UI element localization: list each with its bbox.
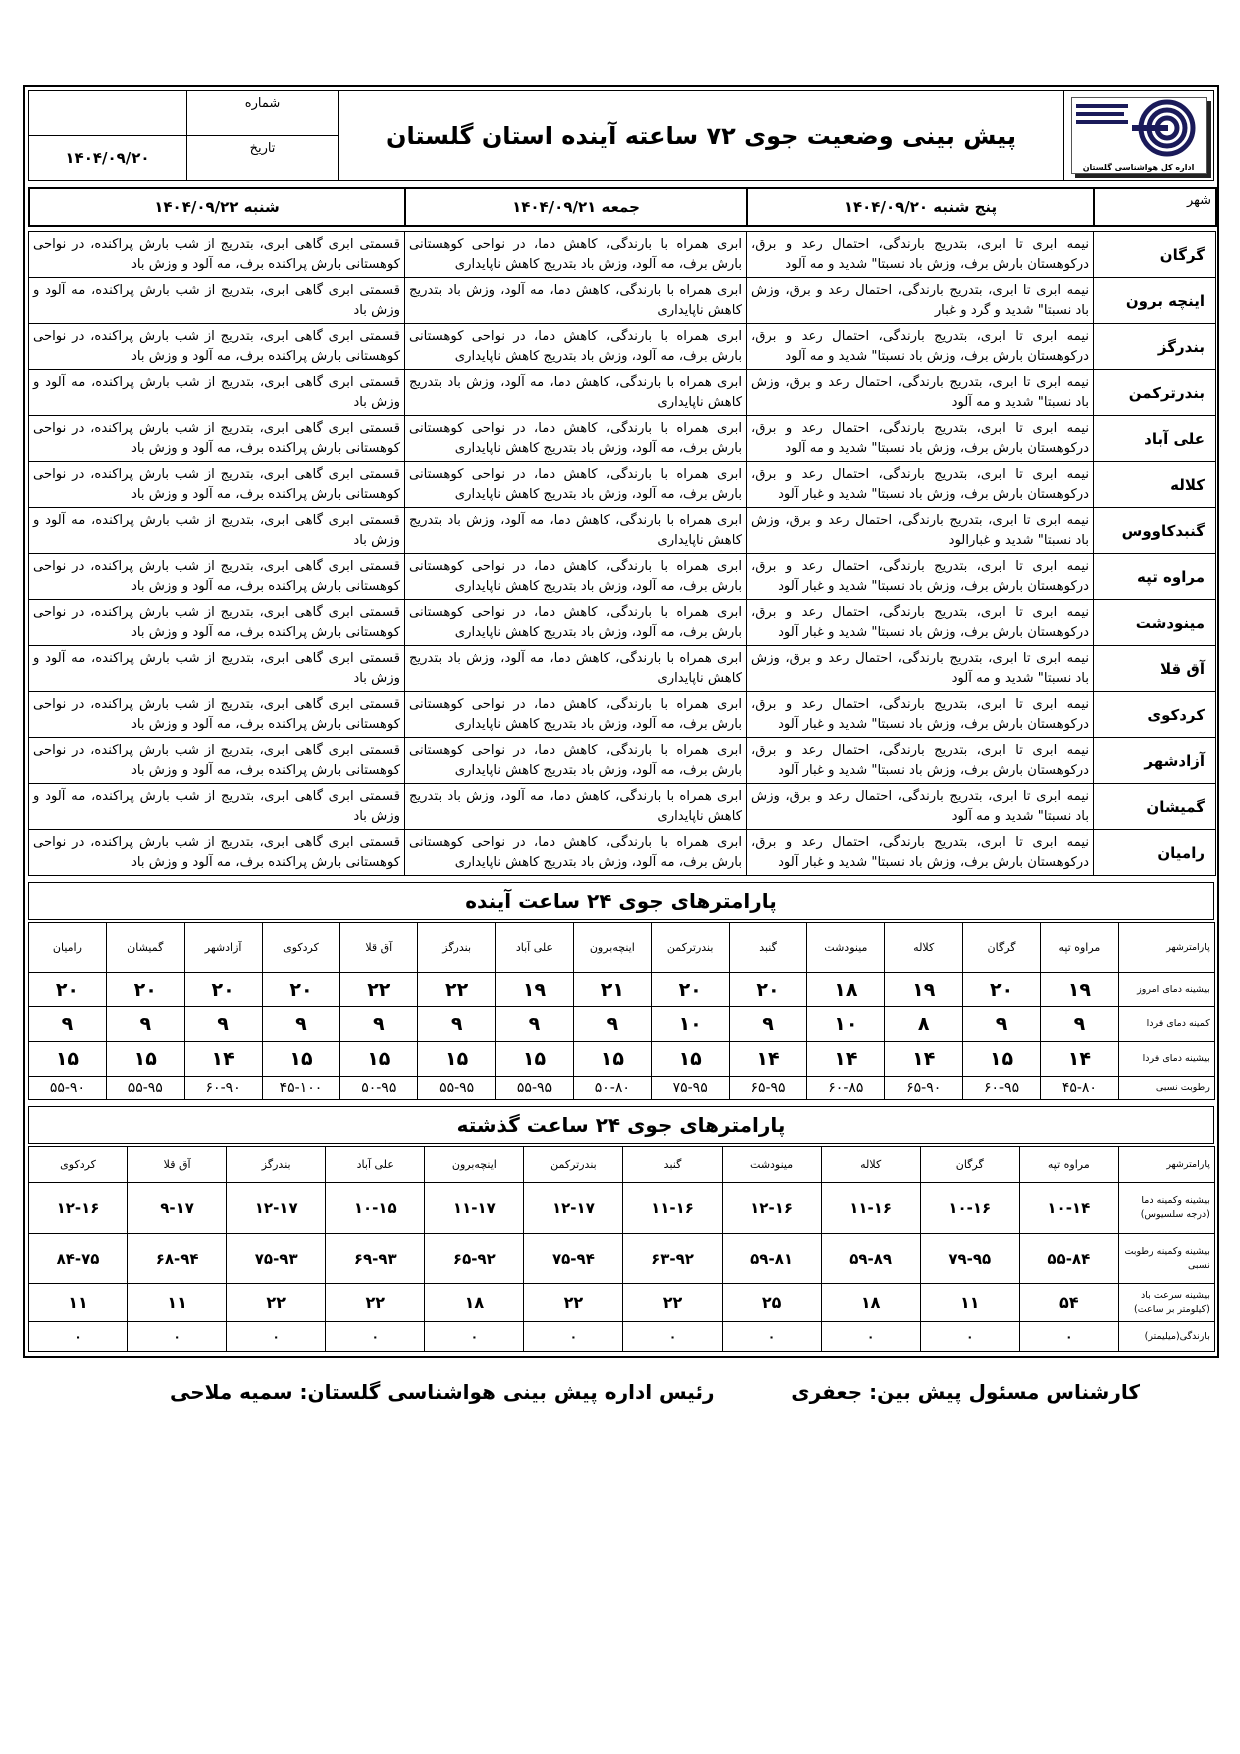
city-name: اینچه برون xyxy=(1094,278,1216,324)
next24-table xyxy=(28,922,1215,1100)
forecast-text-d3: قسمتی ابری گاهی ابری، بتدریج از شب بارش پراکنده، در نواحی کوهستانی بارش پراکنده برف، مه آلود و وزش باد xyxy=(29,554,405,600)
city-name: رامیان xyxy=(1094,830,1216,876)
forecast-text-d3: قسمتی ابری گاهی ابری، بتدریج از شب بارش پراکنده، در نواحی کوهستانی بارش پراکنده برف، مه آلود و وزش باد xyxy=(29,324,405,370)
city-name: گنبدکاووس xyxy=(1094,508,1216,554)
param-value: ۴۵-۱۰۰ xyxy=(262,1077,340,1100)
param-value: ۵۵-۸۴ xyxy=(1019,1234,1118,1284)
param-label: بیشینه دمای امروز xyxy=(1118,973,1214,1007)
param-value: ۷۹-۹۵ xyxy=(920,1234,1019,1284)
param-city-header: اینچه‌برون xyxy=(573,923,651,973)
param-value: ۱۹ xyxy=(1040,973,1118,1007)
param-label-header: پارامترشهر xyxy=(1118,1147,1214,1183)
param-value: ۱۲-۱۷ xyxy=(524,1183,623,1234)
forecast-text-d1: نیمه ابری تا ابری، بتدریج بارندگی، احتمال رعد و برق، درکوهستان بارش برف، وزش باد نسبتا" شدید و مه آلود xyxy=(747,324,1094,370)
forecast-text-d1: نیمه ابری تا ابری، بتدریج بارندگی، احتمال رعد و برق، درکوهستان بارش برف، وزش باد نسبتا" شدید و غبار آلود xyxy=(747,554,1094,600)
param-value: ۶۵-۹۲ xyxy=(425,1234,524,1284)
param-city-header: بندرگز xyxy=(227,1147,326,1183)
param-value: ۵۹-۸۹ xyxy=(821,1234,920,1284)
param-value: ۵۰-۹۵ xyxy=(340,1077,418,1100)
forecast-text-d2: ابری همراه با بارندگی، کاهش دما، مه آلود، وزش باد بتدریج کاهش ناپایداری xyxy=(405,646,747,692)
param-label: بارندگی(میلیمتر) xyxy=(1118,1322,1214,1352)
forecast-row xyxy=(29,278,1216,324)
param-label: کمینه دمای فردا xyxy=(1118,1007,1214,1042)
forecast-row xyxy=(29,600,1216,646)
forecast-text-d2: ابری همراه با بارندگی، کاهش دما، مه آلود، وزش باد بتدریج کاهش ناپایداری xyxy=(405,370,747,416)
forecast-text-d3: قسمتی ابری گاهی ابری، بتدریج از شب بارش پراکنده، در نواحی کوهستانی بارش پراکنده برف، مه آلود و وزش باد xyxy=(29,692,405,738)
param-row xyxy=(29,973,1215,1007)
param-value: ۰ xyxy=(425,1322,524,1352)
param-value: ۲۰ xyxy=(184,973,262,1007)
param-value: ۰ xyxy=(326,1322,425,1352)
param-value: ۲۰ xyxy=(651,973,729,1007)
logo xyxy=(1071,97,1207,174)
param-header-row xyxy=(29,1147,1215,1183)
param-value: ۱۱-۱۶ xyxy=(821,1183,920,1234)
param-value: ۱۱ xyxy=(920,1284,1019,1322)
forecast-text-d2: ابری همراه با بارندگی، کاهش دما، در نواحی کوهستانی بارش برف، مه آلود، وزش باد بتدریج کاهش ناپایداری xyxy=(405,462,747,508)
forecast-text-d3: قسمتی ابری گاهی ابری، بتدریج از شب بارش پراکنده، در نواحی کوهستانی بارش پراکنده برف، مه آلود و وزش باد xyxy=(29,830,405,876)
param-value: ۵۵-۹۰ xyxy=(29,1077,107,1100)
param-value: ۲۰ xyxy=(963,973,1041,1007)
param-row xyxy=(29,1284,1215,1322)
city-name: مراوه تپه xyxy=(1094,554,1216,600)
param-city-header: اینچه‌برون xyxy=(425,1147,524,1183)
forecast-text-d2: ابری همراه با بارندگی، کاهش دما، در نواحی کوهستانی بارش برف، مه آلود، وزش باد بتدریج کاهش ناپایداری xyxy=(405,600,747,646)
param-city-header: گنبد xyxy=(729,923,807,973)
city-name: کلاله xyxy=(1094,462,1216,508)
param-value: ۰ xyxy=(623,1322,722,1352)
param-label: بیشینه وکمینه رطوبت نسبی xyxy=(1118,1234,1214,1284)
param-value: ۲۲ xyxy=(418,973,496,1007)
forecast-text-d2: ابری همراه با بارندگی، کاهش دما، در نواحی کوهستانی بارش برف، مه آلود، وزش باد بتدریج کاهش ناپایداری xyxy=(405,830,747,876)
param-value: ۹ xyxy=(729,1007,807,1042)
forecast-row xyxy=(29,692,1216,738)
param-value: ۲۵ xyxy=(722,1284,821,1322)
day-header-2 xyxy=(405,188,747,226)
param-city-header: آق قلا xyxy=(340,923,418,973)
param-value: ۹ xyxy=(262,1007,340,1042)
forecast-text-d3: قسمتی ابری گاهی ابری، بتدریج از شب بارش پراکنده، مه آلود و وزش باد xyxy=(29,370,405,416)
forecast-text-d2: ابری همراه با بارندگی، کاهش دما، در نواحی کوهستانی بارش برف، مه آلود، وزش باد بتدریج کاهش ناپایداری xyxy=(405,232,747,278)
param-value: ۱۵ xyxy=(262,1042,340,1077)
param-value: ۱۵ xyxy=(29,1042,107,1077)
forecast-text-d3: قسمتی ابری گاهی ابری، بتدریج از شب بارش پراکنده، در نواحی کوهستانی بارش پراکنده برف، مه آلود و وزش باد xyxy=(29,416,405,462)
day-header-3 xyxy=(29,188,405,226)
param-city-header: مراوه تپه xyxy=(1040,923,1118,973)
forecast-text-d3: قسمتی ابری گاهی ابری، بتدریج از شب بارش پراکنده، مه آلود و وزش باد xyxy=(29,646,405,692)
param-city-header: گنبد xyxy=(623,1147,722,1183)
day-header-1 xyxy=(747,188,1094,226)
forecast-text-d3: قسمتی ابری گاهی ابری، بتدریج از شب بارش پراکنده، در نواحی کوهستانی بارش پراکنده برف، مه آلود و وزش باد xyxy=(29,232,405,278)
param-value: ۲۲ xyxy=(326,1284,425,1322)
param-city-header: آزادشهر xyxy=(184,923,262,973)
header-table xyxy=(28,90,1214,181)
forecast-text-d3: قسمتی ابری گاهی ابری، بتدریج از شب بارش پراکنده، مه آلود و وزش باد xyxy=(29,784,405,830)
param-value: ۰ xyxy=(227,1322,326,1352)
param-value: ۵۹-۸۱ xyxy=(722,1234,821,1284)
param-value: ۶۰-۸۵ xyxy=(807,1077,885,1100)
forecast-row xyxy=(29,370,1216,416)
param-city-header: بندرترکمن xyxy=(651,923,729,973)
param-value: ۸۴-۷۵ xyxy=(29,1234,128,1284)
city-name: مینودشت xyxy=(1094,600,1216,646)
param-value: ۱۹ xyxy=(885,973,963,1007)
param-value: ۱۴ xyxy=(885,1042,963,1077)
city-header-label: شهر xyxy=(1186,193,1211,208)
param-value: ۹ xyxy=(963,1007,1041,1042)
document-frame xyxy=(23,85,1219,1358)
param-city-header: کردکوی xyxy=(29,1147,128,1183)
param-value: ۱۵ xyxy=(106,1042,184,1077)
forecast-text-d2: ابری همراه با بارندگی، کاهش دما، در نواحی کوهستانی بارش برف، مه آلود، وزش باد بتدریج کاهش ناپایداری xyxy=(405,692,747,738)
param-value: ۱۵ xyxy=(573,1042,651,1077)
param-value: ۶۳-۹۲ xyxy=(623,1234,722,1284)
past24-title xyxy=(28,1106,1214,1144)
param-value: ۶۵-۹۰ xyxy=(885,1077,963,1100)
param-value: ۹ xyxy=(29,1007,107,1042)
param-value: ۲۲ xyxy=(227,1284,326,1322)
param-value: ۱۰ xyxy=(651,1007,729,1042)
param-row xyxy=(29,1077,1215,1100)
param-value: ۱۴ xyxy=(184,1042,262,1077)
param-value: ۱۱ xyxy=(29,1284,128,1322)
param-value: ۵۵-۹۵ xyxy=(496,1077,574,1100)
param-row xyxy=(29,1322,1215,1352)
page-title-cell xyxy=(339,91,1064,181)
param-value: ۱۵ xyxy=(340,1042,418,1077)
param-value: ۰ xyxy=(29,1322,128,1352)
param-value: ۱۴ xyxy=(729,1042,807,1077)
city-header xyxy=(1094,188,1216,226)
forecast-row xyxy=(29,830,1216,876)
param-value: ۰ xyxy=(1019,1322,1118,1352)
param-header-row xyxy=(29,923,1215,973)
param-value: ۵۵-۹۵ xyxy=(106,1077,184,1100)
next24-title-text: پارامترهای جوی ۲۴ ساعت آینده xyxy=(465,889,777,913)
param-value: ۱۰ xyxy=(807,1007,885,1042)
city-name: علی آباد xyxy=(1094,416,1216,462)
param-city-header: مینودشت xyxy=(807,923,885,973)
forecast-text-d1: نیمه ابری تا ابری، بتدریج بارندگی، احتمال رعد و برق، درکوهستان بارش برف، وزش باد نسبتا" شدید و غبار آلود xyxy=(747,462,1094,508)
param-value: ۱۲-۱۷ xyxy=(227,1183,326,1234)
param-value: ۰ xyxy=(524,1322,623,1352)
city-name: آق قلا xyxy=(1094,646,1216,692)
param-value: ۱۵ xyxy=(418,1042,496,1077)
forecast-table xyxy=(28,231,1216,876)
param-value: ۰ xyxy=(722,1322,821,1352)
param-value: ۱۵ xyxy=(963,1042,1041,1077)
forecast-row xyxy=(29,508,1216,554)
forecast-text-d3: قسمتی ابری گاهی ابری، بتدریج از شب بارش پراکنده، در نواحی کوهستانی بارش پراکنده برف، مه آلود و وزش باد xyxy=(29,600,405,646)
param-value: ۹ xyxy=(418,1007,496,1042)
number-label: شماره xyxy=(244,96,281,111)
param-city-header: گرگان xyxy=(920,1147,1019,1183)
meteorological-organization-logo-icon xyxy=(1072,98,1206,158)
param-value: ۵۴ xyxy=(1019,1284,1118,1322)
param-value: ۶۰-۹۰ xyxy=(184,1077,262,1100)
param-value: ۱۸ xyxy=(425,1284,524,1322)
head-signature: رئیس اداره پیش بینی هواشناسی گلستان: سمیه ملاحی xyxy=(170,1380,715,1404)
forecast-text-d2: ابری همراه با بارندگی، کاهش دما، مه آلود، وزش باد بتدریج کاهش ناپایداری xyxy=(405,784,747,830)
param-value: ۰ xyxy=(821,1322,920,1352)
forecaster-signature: کارشناس مسئول پیش بین: جعفری xyxy=(791,1380,1140,1404)
forecast-text-d3: قسمتی ابری گاهی ابری، بتدریج از شب بارش پراکنده، در نواحی کوهستانی بارش پراکنده برف، مه آلود و وزش باد xyxy=(29,738,405,784)
footer xyxy=(0,1362,1240,1404)
param-label-header: پارامترشهر xyxy=(1118,923,1214,973)
logo-cell xyxy=(1064,91,1214,181)
param-value: ۸ xyxy=(885,1007,963,1042)
date-value-cell xyxy=(29,136,187,181)
param-value: ۵۵-۹۵ xyxy=(418,1077,496,1100)
past24-table xyxy=(28,1146,1215,1352)
param-city-header: گرگان xyxy=(963,923,1041,973)
param-city-header: کلاله xyxy=(821,1147,920,1183)
param-city-header: بندرگز xyxy=(418,923,496,973)
forecast-text-d2: ابری همراه با بارندگی، کاهش دما، در نواحی کوهستانی بارش برف، مه آلود، وزش باد بتدریج کاهش ناپایداری xyxy=(405,324,747,370)
param-city-header: کردکوی xyxy=(262,923,340,973)
city-name: بندرترکمن xyxy=(1094,370,1216,416)
forecast-row xyxy=(29,554,1216,600)
forecast-text-d3: قسمتی ابری گاهی ابری، بتدریج از شب بارش پراکنده، مه آلود و وزش باد xyxy=(29,508,405,554)
forecast-text-d2: ابری همراه با بارندگی، کاهش دما، مه آلود، وزش باد بتدریج کاهش ناپایداری xyxy=(405,508,747,554)
forecast-row xyxy=(29,646,1216,692)
param-value: ۲۲ xyxy=(524,1284,623,1322)
param-value: ۵۰-۸۰ xyxy=(573,1077,651,1100)
param-value: ۱۱-۱۷ xyxy=(425,1183,524,1234)
forecast-text-d1: نیمه ابری تا ابری، بتدریج بارندگی، احتمال رعد و برق، درکوهستان بارش برف، وزش باد نسبتا" شدید و مه آلود xyxy=(747,232,1094,278)
param-label: بیشینه وکمینه دما (درجه سلسیوس) xyxy=(1118,1183,1214,1234)
next24-title xyxy=(28,882,1214,920)
param-label: رطوبت نسبی xyxy=(1118,1077,1214,1100)
param-value: ۲۰ xyxy=(29,973,107,1007)
param-value: ۱۰-۱۴ xyxy=(1019,1183,1118,1234)
forecast-row xyxy=(29,462,1216,508)
date-value: ۱۴۰۴/۰۹/۲۰ xyxy=(65,149,150,167)
param-value: ۱۴ xyxy=(807,1042,885,1077)
date-label-cell xyxy=(187,136,339,181)
logo-caption: اداره کل هواشناسی گلستان xyxy=(1082,163,1195,172)
forecast-text-d1: نیمه ابری تا ابری، بتدریج بارندگی، احتمال رعد و برق، درکوهستان بارش برف، وزش باد نسبتا" شدید و غبار آلود xyxy=(747,738,1094,784)
param-value: ۷۵-۹۵ xyxy=(651,1077,729,1100)
param-value: ۹ xyxy=(106,1007,184,1042)
forecast-text-d3: قسمتی ابری گاهی ابری، بتدریج از شب بارش پراکنده، مه آلود و وزش باد xyxy=(29,278,405,324)
forecast-text-d1: نیمه ابری تا ابری، بتدریج بارندگی، احتمال رعد و برق، وزش باد نسبتا" شدید و گرد و غبار xyxy=(747,278,1094,324)
forecast-text-d1: نیمه ابری تا ابری، بتدریج بارندگی، احتمال رعد و برق، وزش باد نسبتا" شدید و مه آلود xyxy=(747,370,1094,416)
forecast-row xyxy=(29,324,1216,370)
param-value: ۹-۱۷ xyxy=(128,1183,227,1234)
forecast-text-d1: نیمه ابری تا ابری، بتدریج بارندگی، احتمال رعد و برق، درکوهستان بارش برف، وزش باد نسبتا" شدید و غبار آلود xyxy=(747,830,1094,876)
forecast-text-d1: نیمه ابری تا ابری، بتدریج بارندگی، احتمال رعد و برق، وزش باد نسبتا" شدید و غبارالود xyxy=(747,508,1094,554)
param-city-header: علی آباد xyxy=(326,1147,425,1183)
day-label: شنبه ۱۴۰۴/۰۹/۲۲ xyxy=(154,198,280,216)
param-value: ۴۵-۸۰ xyxy=(1040,1077,1118,1100)
param-value: ۱۰-۱۵ xyxy=(326,1183,425,1234)
param-row xyxy=(29,1042,1215,1077)
param-value: ۷۵-۹۴ xyxy=(524,1234,623,1284)
param-value: ۶۰-۹۵ xyxy=(963,1077,1041,1100)
day-header-table xyxy=(28,187,1217,227)
forecast-text-d1: نیمه ابری تا ابری، بتدریج بارندگی، احتمال رعد و برق، درکوهستان بارش برف، وزش باد نسبتا" شدید و غبار آلود xyxy=(747,600,1094,646)
param-value: ۱۰-۱۶ xyxy=(920,1183,1019,1234)
param-city-header: مینودشت xyxy=(722,1147,821,1183)
param-value: ۲۲ xyxy=(340,973,418,1007)
param-value: ۰ xyxy=(920,1322,1019,1352)
day-label: پنج شنبه ۱۴۰۴/۰۹/۲۰ xyxy=(843,198,998,216)
forecast-text-d2: ابری همراه با بارندگی، کاهش دما، در نواحی کوهستانی بارش برف، مه آلود، وزش باد بتدریج کاهش ناپایداری xyxy=(405,554,747,600)
param-value: ۱۱ xyxy=(128,1284,227,1322)
param-value: ۰ xyxy=(128,1322,227,1352)
param-value: ۱۸ xyxy=(821,1284,920,1322)
param-value: ۲۰ xyxy=(106,973,184,1007)
param-value: ۶۵-۹۵ xyxy=(729,1077,807,1100)
forecast-text-d2: ابری همراه با بارندگی، کاهش دما، در نواحی کوهستانی بارش برف، مه آلود، وزش باد بتدریج کاهش ناپایداری xyxy=(405,416,747,462)
number-value-cell xyxy=(29,91,187,136)
param-city-header: آق قلا xyxy=(128,1147,227,1183)
param-value: ۱۸ xyxy=(807,973,885,1007)
past24-title-text: پارامترهای جوی ۲۴ ساعت گذشته xyxy=(456,1113,786,1137)
param-city-header: گمیشان xyxy=(106,923,184,973)
param-value: ۹ xyxy=(496,1007,574,1042)
page-title: پیش بینی وضعیت جوی ۷۲ ساعته آینده استان گلستان xyxy=(386,121,1016,150)
forecast-text-d1: نیمه ابری تا ابری، بتدریج بارندگی، احتمال رعد و برق، وزش باد نسبتا" شدید و مه آلود xyxy=(747,646,1094,692)
param-city-header: علی آباد xyxy=(496,923,574,973)
forecast-text-d1: نیمه ابری تا ابری، بتدریج بارندگی، احتمال رعد و برق، وزش باد نسبتا" شدید و مه آلود xyxy=(747,784,1094,830)
param-value: ۲۰ xyxy=(262,973,340,1007)
param-value: ۹ xyxy=(573,1007,651,1042)
param-city-header: بندرترکمن xyxy=(524,1147,623,1183)
param-value: ۶۹-۹۳ xyxy=(326,1234,425,1284)
param-value: ۲۱ xyxy=(573,973,651,1007)
forecast-row xyxy=(29,738,1216,784)
param-value: ۱۹ xyxy=(496,973,574,1007)
param-row xyxy=(29,1183,1215,1234)
forecast-row xyxy=(29,232,1216,278)
param-value: ۹ xyxy=(184,1007,262,1042)
forecast-text-d2: ابری همراه با بارندگی، کاهش دما، در نواحی کوهستانی بارش برف، مه آلود، وزش باد بتدریج کاهش ناپایداری xyxy=(405,738,747,784)
param-city-header: مراوه تپه xyxy=(1019,1147,1118,1183)
param-value: ۱۵ xyxy=(496,1042,574,1077)
param-row xyxy=(29,1007,1215,1042)
forecast-row xyxy=(29,784,1216,830)
param-row xyxy=(29,1234,1215,1284)
param-value: ۱۱-۱۶ xyxy=(623,1183,722,1234)
param-city-header: رامیان xyxy=(29,923,107,973)
city-name: کردکوی xyxy=(1094,692,1216,738)
forecast-text-d1: نیمه ابری تا ابری، بتدریج بارندگی، احتمال رعد و برق، درکوهستان بارش برف، وزش باد نسبتا" شدید و غبار آلود xyxy=(747,692,1094,738)
param-city-header: کلاله xyxy=(885,923,963,973)
param-value: ۹ xyxy=(340,1007,418,1042)
forecast-row xyxy=(29,416,1216,462)
param-value: ۱۵ xyxy=(651,1042,729,1077)
number-label-cell xyxy=(187,91,339,136)
param-value: ۱۲-۱۶ xyxy=(29,1183,128,1234)
city-name: گمیشان xyxy=(1094,784,1216,830)
city-name: بندرگز xyxy=(1094,324,1216,370)
param-label: بیشینه سرعت باد (کیلومتر بر ساعت) xyxy=(1118,1284,1214,1322)
forecast-text-d2: ابری همراه با بارندگی، کاهش دما، مه آلود، وزش باد بتدریج کاهش ناپایداری xyxy=(405,278,747,324)
param-value: ۶۸-۹۴ xyxy=(128,1234,227,1284)
day-label: جمعه ۱۴۰۴/۰۹/۲۱ xyxy=(512,198,640,216)
param-value: ۱۴ xyxy=(1040,1042,1118,1077)
forecast-text-d1: نیمه ابری تا ابری، بتدریج بارندگی، احتمال رعد و برق، درکوهستان بارش برف، وزش باد نسبتا" شدید و مه آلود xyxy=(747,416,1094,462)
forecast-text-d3: قسمتی ابری گاهی ابری، بتدریج از شب بارش پراکنده، در نواحی کوهستانی بارش پراکنده برف، مه آلود و وزش باد xyxy=(29,462,405,508)
param-value: ۲۰ xyxy=(729,973,807,1007)
param-value: ۹ xyxy=(1040,1007,1118,1042)
city-name: گرگان xyxy=(1094,232,1216,278)
param-value: ۷۵-۹۳ xyxy=(227,1234,326,1284)
param-label: بیشینه دمای فردا xyxy=(1118,1042,1214,1077)
param-value: ۲۲ xyxy=(623,1284,722,1322)
date-label: تاریخ xyxy=(249,141,276,156)
city-name: آزادشهر xyxy=(1094,738,1216,784)
param-value: ۱۲-۱۶ xyxy=(722,1183,821,1234)
